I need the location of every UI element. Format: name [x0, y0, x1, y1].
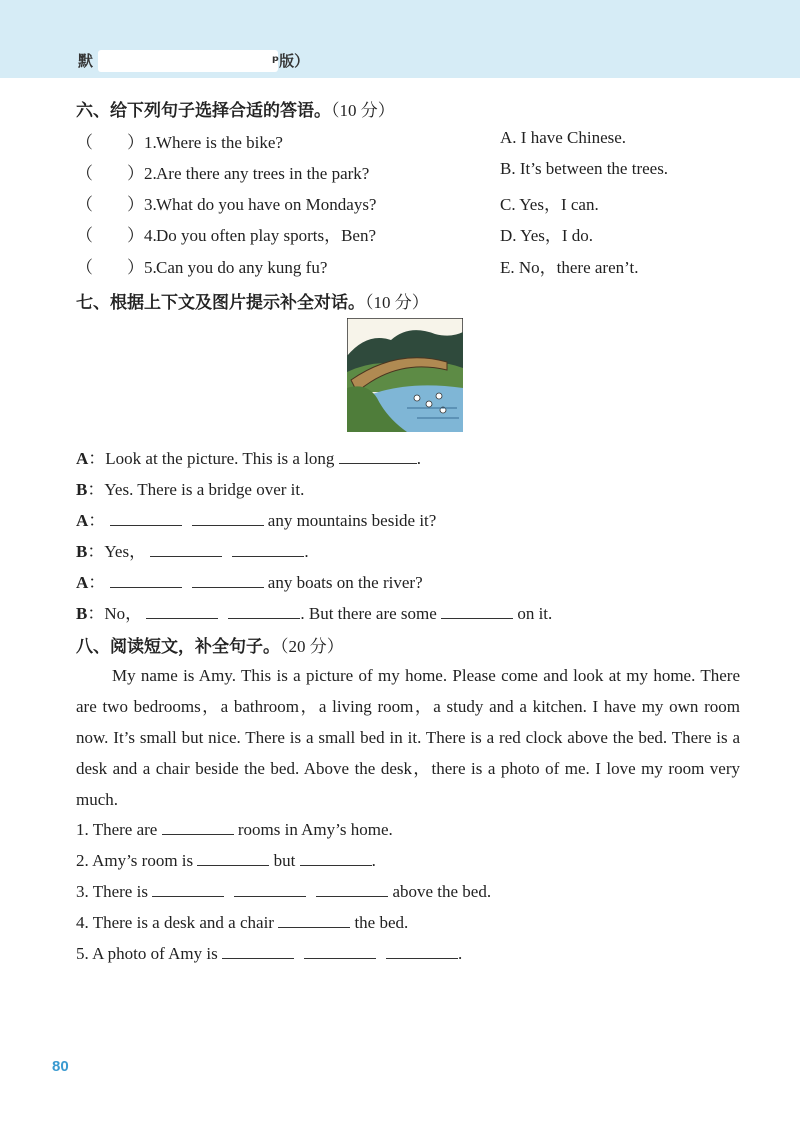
question-text: There is: [92, 882, 148, 901]
blank[interactable]: [192, 586, 264, 588]
dialogue-text: Yes，: [104, 542, 147, 561]
header-title-suffix: ᵖ版）: [272, 52, 310, 70]
river-bridge-illustration: [347, 318, 463, 432]
question-number: 4.: [76, 913, 89, 932]
blank[interactable]: [278, 926, 350, 928]
s8-question-5: 5. A photo of Amy is .: [76, 944, 463, 963]
blank[interactable]: [304, 957, 376, 959]
dialogue-line-3: A： any mountains beside it?: [76, 511, 437, 530]
speaker: B: [76, 480, 88, 499]
speaker: A: [76, 573, 89, 592]
dialogue-text: Look at the picture. This is a long: [105, 449, 335, 468]
answer-paren[interactable]: （ ）1.: [76, 133, 157, 152]
s6-question-2: [76, 159, 369, 184]
blank[interactable]: [234, 895, 306, 897]
blank[interactable]: [232, 555, 304, 557]
header-mask: [98, 50, 278, 72]
question-text: Amy’s room is: [92, 851, 194, 870]
question-number: 3.: [76, 882, 89, 901]
question-text: A photo of Amy is: [92, 944, 218, 963]
speaker: A: [76, 449, 89, 468]
blank[interactable]: [146, 617, 218, 619]
question-text: the bed.: [354, 913, 409, 932]
blank[interactable]: [110, 586, 182, 588]
speaker: B: [76, 542, 88, 561]
section8-title: [76, 632, 344, 657]
blank[interactable]: [300, 864, 372, 866]
answer-paren[interactable]: （ ）5.: [76, 258, 157, 277]
question-text: There are: [92, 820, 158, 839]
blank[interactable]: [162, 833, 234, 835]
question-text: There is a desk and a chair: [92, 913, 274, 932]
question-text: rooms in Amy’s home.: [237, 820, 393, 839]
dialogue-text: any boats on the river?: [267, 573, 423, 592]
blank[interactable]: [150, 555, 222, 557]
dialogue-text: on it.: [517, 604, 553, 623]
s8-question-3: [76, 882, 491, 902]
section6-title-text: 六、给下列句子选择合适的答语。: [76, 101, 331, 121]
speaker: A: [76, 511, 89, 530]
blank[interactable]: [192, 524, 264, 526]
speaker: B: [76, 604, 88, 623]
question-text: Do you often play sports，Ben?: [156, 226, 377, 245]
section7-points: （10 分）: [365, 293, 429, 312]
section6-title: [76, 96, 395, 121]
header-title-prefix: 默: [78, 52, 94, 70]
blank[interactable]: [339, 462, 417, 464]
s6-question-5: [76, 253, 327, 278]
dialogue-text: Yes. There is a bridge over it.: [104, 480, 305, 499]
dialogue-line-1: A：Look at the picture. This is a long .: [76, 449, 421, 468]
answer-paren[interactable]: （ ）2.: [76, 164, 157, 183]
question-text: above the bed.: [392, 882, 492, 901]
dialogue-text: . But there are some: [300, 604, 437, 623]
s6-question-1: [76, 128, 283, 153]
blank[interactable]: [110, 524, 182, 526]
s6-answer-e: E. No，there aren’t.: [500, 258, 639, 277]
answer-paren[interactable]: （ ）3.: [76, 195, 157, 214]
question-text: Are there any trees in the park?: [156, 164, 370, 183]
s6-answer-d: D. Yes，I do.: [500, 226, 594, 245]
question-text: Can you do any kung fu?: [156, 258, 328, 277]
question-number: 2.: [76, 851, 89, 870]
reading-passage: My name is Amy. This is a picture of my home. Please come and look at my home. There are two bedrooms，a bathroom，a living room，a study and a kitchen. I have my own room now. It’s small but nice. There is a small bed in it. There is a red clock above the bed. There is a desk and a chair beside the bed. Above the desk，there is a photo of me. I love my room very much.: [76, 666, 740, 809]
section7-title-text: 七、根据上下文及图片提示补全对话。: [76, 293, 365, 313]
s8-question-4: [76, 913, 408, 933]
dialogue-line-4: B：Yes， .: [76, 542, 309, 561]
s6-question-4: [76, 221, 376, 246]
section8-title-text: 八、阅读短文，补全句子。: [76, 637, 280, 657]
dialogue-text: No，: [104, 604, 143, 623]
question-text: What do you have on Mondays?: [156, 195, 377, 214]
s6-answer-c: C. Yes，I can.: [500, 195, 599, 214]
answer-paren[interactable]: （ ）4.: [76, 226, 157, 245]
page-number: 80: [52, 1058, 69, 1075]
blank[interactable]: [316, 895, 388, 897]
s6-answer-a: A. I have Chinese.: [500, 128, 627, 147]
section8-points: （20 分）: [280, 637, 344, 656]
s6-question-3: [76, 190, 376, 215]
blank[interactable]: [197, 864, 269, 866]
dialogue-line-2: B：Yes. There is a bridge over it.: [76, 480, 305, 499]
s6-answer-b: B. It’s between the trees.: [500, 159, 669, 178]
question-text: Where is the bike?: [156, 133, 283, 152]
question-number: 5.: [76, 944, 89, 963]
blank[interactable]: [222, 957, 294, 959]
dialogue-text: any mountains beside it?: [267, 511, 437, 530]
question-number: 1.: [76, 820, 89, 839]
s8-question-2: 2. Amy’s room is but .: [76, 851, 376, 870]
blank[interactable]: [152, 895, 224, 897]
section6-points: （10 分）: [331, 101, 395, 120]
blank[interactable]: [441, 617, 513, 619]
blank[interactable]: [386, 957, 458, 959]
s8-question-1: [76, 820, 393, 840]
dialogue-line-6: B：No， . But there are some on it.: [76, 604, 553, 623]
blank[interactable]: [228, 617, 300, 619]
section7-title: [76, 288, 429, 313]
dialogue-line-5: A： any boats on the river?: [76, 573, 423, 592]
question-text: but: [273, 851, 296, 870]
